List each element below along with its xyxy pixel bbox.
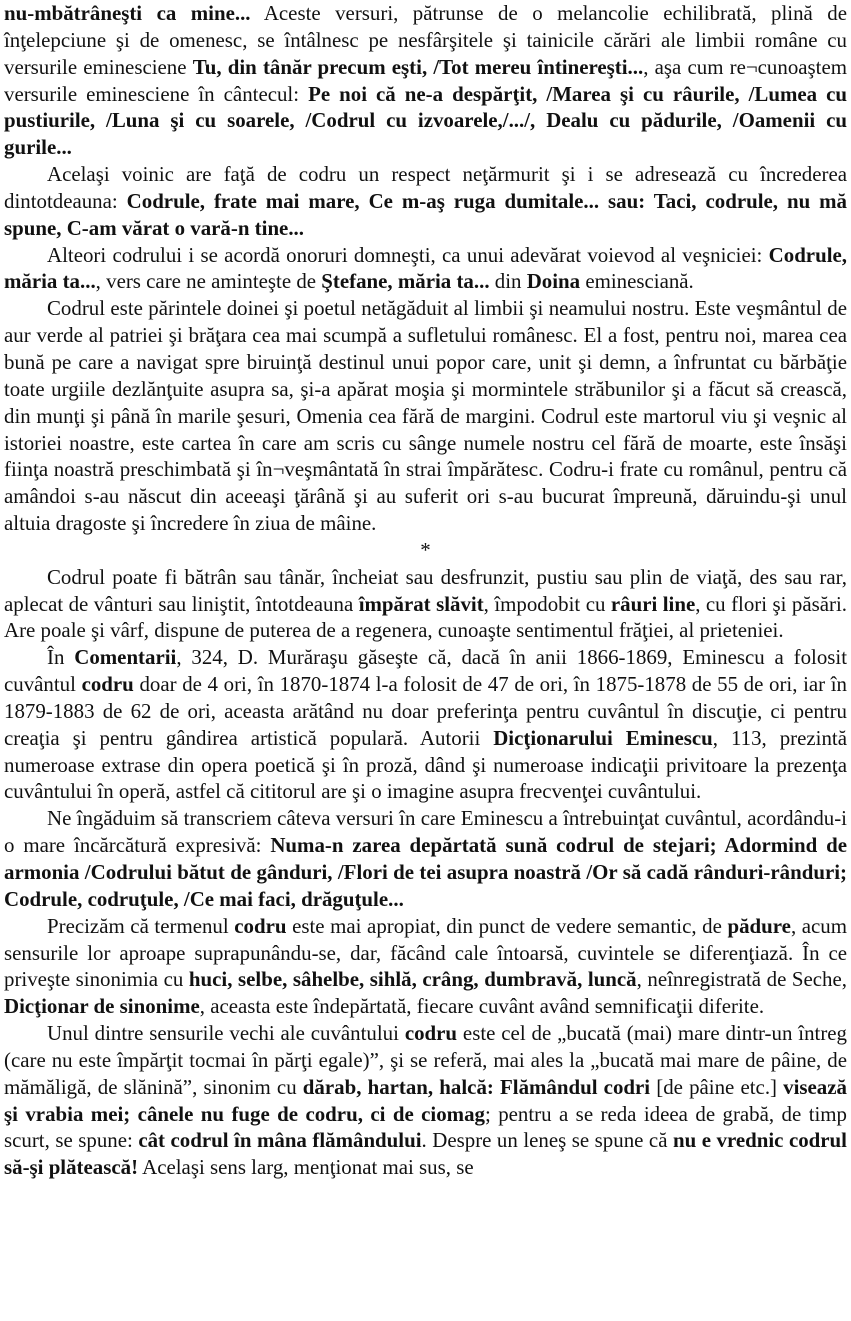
bold-text-run: împărat slăvit [358, 591, 484, 616]
text-run: Unul dintre sensurile vechi ale cuvântului [47, 1021, 405, 1046]
text-run: Acelaşi voinic are faţă de codru un respect neţărmurit şi i se adresează cu încrederea dintotdeauna: [4, 162, 847, 213]
text-run: , 324, D. Murăraşu găseşte că, dacă în anii 1866-1869, Eminescu a folosit cuvântul [4, 645, 848, 697]
paragraph [4, 0, 847, 161]
text-run: , împodobit cu [483, 591, 611, 616]
bold-text-run: Comentarii [74, 645, 177, 670]
text-run: , 113, prezintă numeroase extrase din opera poetică şi în proză, dând şi numeroase indicaţii privitoare la prezenţa cuvântului în operă, astfel că cititorul are şi o imagine asupra frecvenţei cuvântului. [4, 725, 847, 804]
text-run: Aceste versuri, pătrunse de o melancolie echilibrată, plină de înţelepciune şi de omenesc, se întâlnesc pe nesfârşitele şi tainicile cărări ale limbii române cu versurile eminesciene [4, 1, 847, 79]
text-run: , cu flori şi păsări. Are poale şi vârf, dispune de puterea de a regenera, cunoaşte sentimentul frăţiei, al prieteniei. [4, 591, 847, 643]
bold-text-run: dărab, hartan, halcă: Flămândul codri [302, 1074, 651, 1099]
bold-text-run: Codrule, frate mai mare, Ce m-aş ruga dumitale... sau: Taci, codrule, nu mă spune, C-am vărat o vară-n tine... [4, 188, 847, 240]
text-run: este mai apropiat, din punct de vedere semantic, de [286, 913, 728, 938]
text-run: eminesciană. [580, 269, 694, 294]
text-run: Ne îngăduim să transcriem câteva versuri în care Eminescu a întrebuinţat cuvântul, acordându-i o mare încărcătură expresivă: [4, 806, 847, 858]
bold-text-run: huci, selbe, sâhelbe, sihlă, crâng, dumbravă, luncă [188, 967, 637, 992]
paragraph [4, 242, 847, 296]
bold-text-run: codru [404, 1021, 458, 1046]
text-run: ; pentru a se reda ideea de grabă, de timp scurt, se spune: [4, 1101, 847, 1153]
paragraph [4, 805, 847, 912]
text-run: , aşa cum re¬cunoaştem versurile eminesciene în cântecul: [4, 54, 847, 106]
bold-text-run: nu e vrednic codrul să-şi plătească! [4, 1128, 847, 1180]
text-run: Codrul este părintele doinei şi poetul netăgăduit al limbii şi neamului nostru. Este veşmântul de aur verde al patriei şi brăţara cea mai scumpă a sufletului românesc. El a fost, pentru noi, marea cea bună pe care a navigat spre biruinţă destinul unui popor care, unit şi demn, a înfruntat cu bărbăţie toate urgiile dezlănţuite asupra sa, şi-a apărat moşia şi mormintele străbunilor şi a făcut să crească, din munţi şi până în marile şesuri, Omenia cea fără de margini. Codrul este martorul viu şi veşnic al istoriei noastre, este cartea în care am scris cu sânge numele nostru cel fără de moarte, este însăşi fiinţa noastră preschimbată şi în¬veşmântată în strai împărătesc. Codru-i frate cu românul, pentru că amândoi s-au născut din aceeaşi ţărână şi au suferit ori s-au bucurat împreună, dăruindu-şi unul altuia dragoste şi încredere în ziua de mâine. [4, 296, 847, 536]
bold-text-run: Tu, din tânăr precum eşti, /Tot mereu întinereşti... [192, 54, 644, 79]
bold-text-run: visează şi vrabia mei; cânele nu fuge de codru, ci de ciomag [4, 1074, 847, 1126]
bold-text-run: Pe noi că ne-a despărţit, /Marea şi cu râurile, /Lumea cu pustiurile, /Luna şi cu soarele, /Codrul cu izvoarele,/.../, Dealu cu pădurile, /Oamenii cu gurile... [4, 81, 848, 160]
text-run: doar de 4 ori, în 1870-1874 l-a folosit de 47 de ori, în 1875-1878 de 55 de ori, iar în 1879-1883 de 62 de ori, aceasta arătând nu doar preferinţa pentru cuvântul în discuţie, ci pentru creaţia şi pentru gândirea artistică populară. Autorii [4, 672, 847, 750]
text-run: Alteori codrului i se acordă onoruri domneşti, ca unui adevărat voievod al veşniciei: [47, 242, 769, 267]
bold-text-run: Ştefane, măria ta... [321, 269, 490, 294]
text-run: , aceasta este îndepărtată, fiecare cuvânt având semnificaţii diferite. [199, 994, 765, 1019]
text-run: [de pâine etc.] [650, 1074, 784, 1099]
section-separator: * [420, 537, 431, 562]
paragraph [4, 564, 847, 645]
bold-text-run: Doina [526, 269, 581, 294]
bold-text-run: Dicţionar de sinonime [4, 994, 200, 1019]
bold-text-run: Numa-n zarea depărtată sună codrul de stejari; Adormind de armonia /Codrului bătut de gânduri, /Flori de tei asupra noastră /Or să cadă rânduri-rânduri; Codrule, codruţule, /Ce mai faci, drăguţule... [4, 833, 847, 911]
text-run: , acum sensurile lor aproape suprapunându-se, dar, făcând cale întoarsă, cuvintele se diferenţiază. În ce priveşte sinonimia cu [4, 913, 847, 992]
text-run: În [47, 645, 75, 670]
paragraph [4, 1020, 847, 1181]
bold-text-run: codru [81, 672, 134, 697]
text-run: , neînregistrată de Seche, [636, 967, 847, 992]
bold-text-run: Codrule, măria ta... [4, 242, 847, 294]
text-run: Precizăm că termenul [47, 913, 235, 938]
paragraph [4, 161, 847, 242]
bold-text-run: cât codrul în mâna flămândului [138, 1128, 422, 1153]
paragraph [4, 913, 847, 1020]
bold-text-run: codru [234, 913, 287, 938]
bold-text-run: râuri line [610, 591, 696, 616]
bold-text-run: pădure [727, 913, 791, 938]
bold-text-run: Dicţionarului Eminescu [493, 725, 713, 750]
text-run: din [489, 269, 527, 294]
bold-text-run: nu-mbătrâneşti ca mine... [4, 1, 251, 25]
text-run: Codrul poate fi bătrân sau tânăr, încheiat sau desfrunzit, pustiu sau plin de viaţă, des sau rar, aplecat de vânturi sau liniştit, întotdeauna [4, 564, 847, 616]
text-run: este cel de „bucată (mai) mare dintr-un întreg (care nu este împărţit tocmai în părţi egale)”, şi se referă, mai ales la „bucată mai mare de pâine, de mămăligă, de slănină”, sinonim cu [4, 1021, 847, 1099]
text-run: , vers care ne aminteşte de [95, 269, 322, 294]
text-run: Acelaşi sens larg, menţionat mai sus, se [138, 1155, 474, 1180]
paragraph [4, 644, 847, 805]
text-run: . Despre un leneş se spune că [421, 1128, 673, 1153]
paragraph [4, 295, 847, 537]
